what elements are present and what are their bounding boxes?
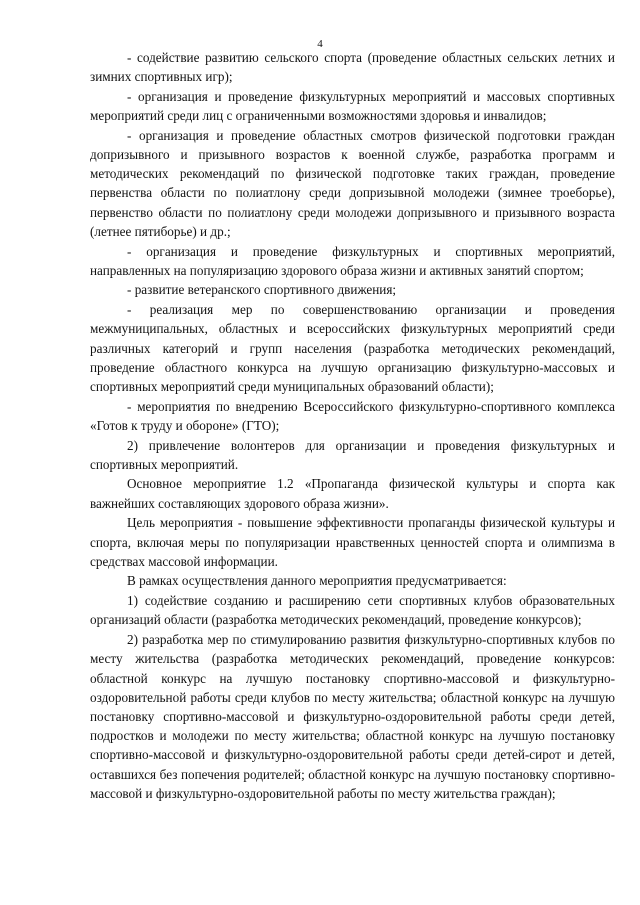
- paragraph: - мероприятия по внедрению Всероссийского физкультурно-спортивного комплекса «Готов к труду и обороне» (ГТО);: [90, 398, 615, 433]
- document-body: [90, 48, 615, 803]
- paragraph: - организация и проведение физкультурных и спортивных мероприятий, направленных на популяризацию здорового образа жизни и активных занятий спортом;: [90, 243, 615, 278]
- paragraph: В рамках осуществления данного мероприятия предусматривается:: [127, 573, 507, 589]
- paragraph: Основное мероприятие 1.2 «Пропаганда физической культуры и спорта как важнейших составляющих здорового образа жизни».: [90, 476, 615, 511]
- paragraph: 2) привлечение волонтеров для организации и проведения физкультурных и спортивных мероприятий.: [90, 437, 615, 472]
- paragraph: - содействие развитию сельского спорта (проведение областных сельских летних и зимних спортивных игр);: [90, 50, 615, 85]
- paragraph: - организация и проведение областных смотров физической подготовки граждан допризывного и призывного возрастов к военной службе, разработка программ и методических рекомендаций по физической подготовке таких граждан, проведение первенства области по полиатлону среди допризывной молодежи (зимнее троеборье), первенство области по полиатлону среди молодежи допризывного и призывного возраста (летнее пятиборье) и др.;: [90, 127, 615, 239]
- paragraph: Цель мероприятия - повышение эффективности пропаганды физической культуры и спорта, включая меры по популяризации нравственных ценностей спорта и олимпизма в средствах массовой информации.: [90, 515, 615, 569]
- paragraph: 2) разработка мер по стимулированию развития физкультурно-спортивных клубов по месту жительства (разработка методических рекомендаций, проведение конкурсов: областной конкурс на лучшую постановку спортивно-массовой и физкультурно-оздоровительной работы среди клубов по месту жительства; областной конкурс на лучшую постановку спортивно-массовой и физкультурно-оздоровительной работы среди детей, подростков и молодежи по месту жительства; областной конкурс на лучшую постановку спортивно-массовой и физкультурно-оздоровительной работы среди детей-сирот и детей, оставшихся без попечения родителей; областной конкурс на лучшую постановку спортивно-массовой и физкультурно-оздоровительной работы по месту жительства граждан);: [90, 632, 615, 801]
- paragraph: 1) содействие созданию и расширению сети спортивных клубов образовательных организаций области (разработка методических рекомендаций, проведение конкурсов);: [90, 593, 615, 628]
- page-number: 4: [317, 38, 323, 50]
- paragraph: - развитие ветеранского спортивного движения;: [127, 282, 397, 298]
- paragraph: - организация и проведение физкультурных мероприятий и массовых спортивных мероприятий среди лиц с ограниченными возможностями здоровья и инвалидов;: [90, 88, 615, 124]
- paragraph: - реализация мер по совершенствованию организации и проведения межмуниципальных, областных и всероссийских физкультурных мероприятий среди различных категорий и групп населения (разработка методических рекомендаций, проведение областного конкурса на лучшую организацию физкультурно-массовых и спортивных мероприятий среди муниципальных образований области);: [90, 302, 615, 394]
